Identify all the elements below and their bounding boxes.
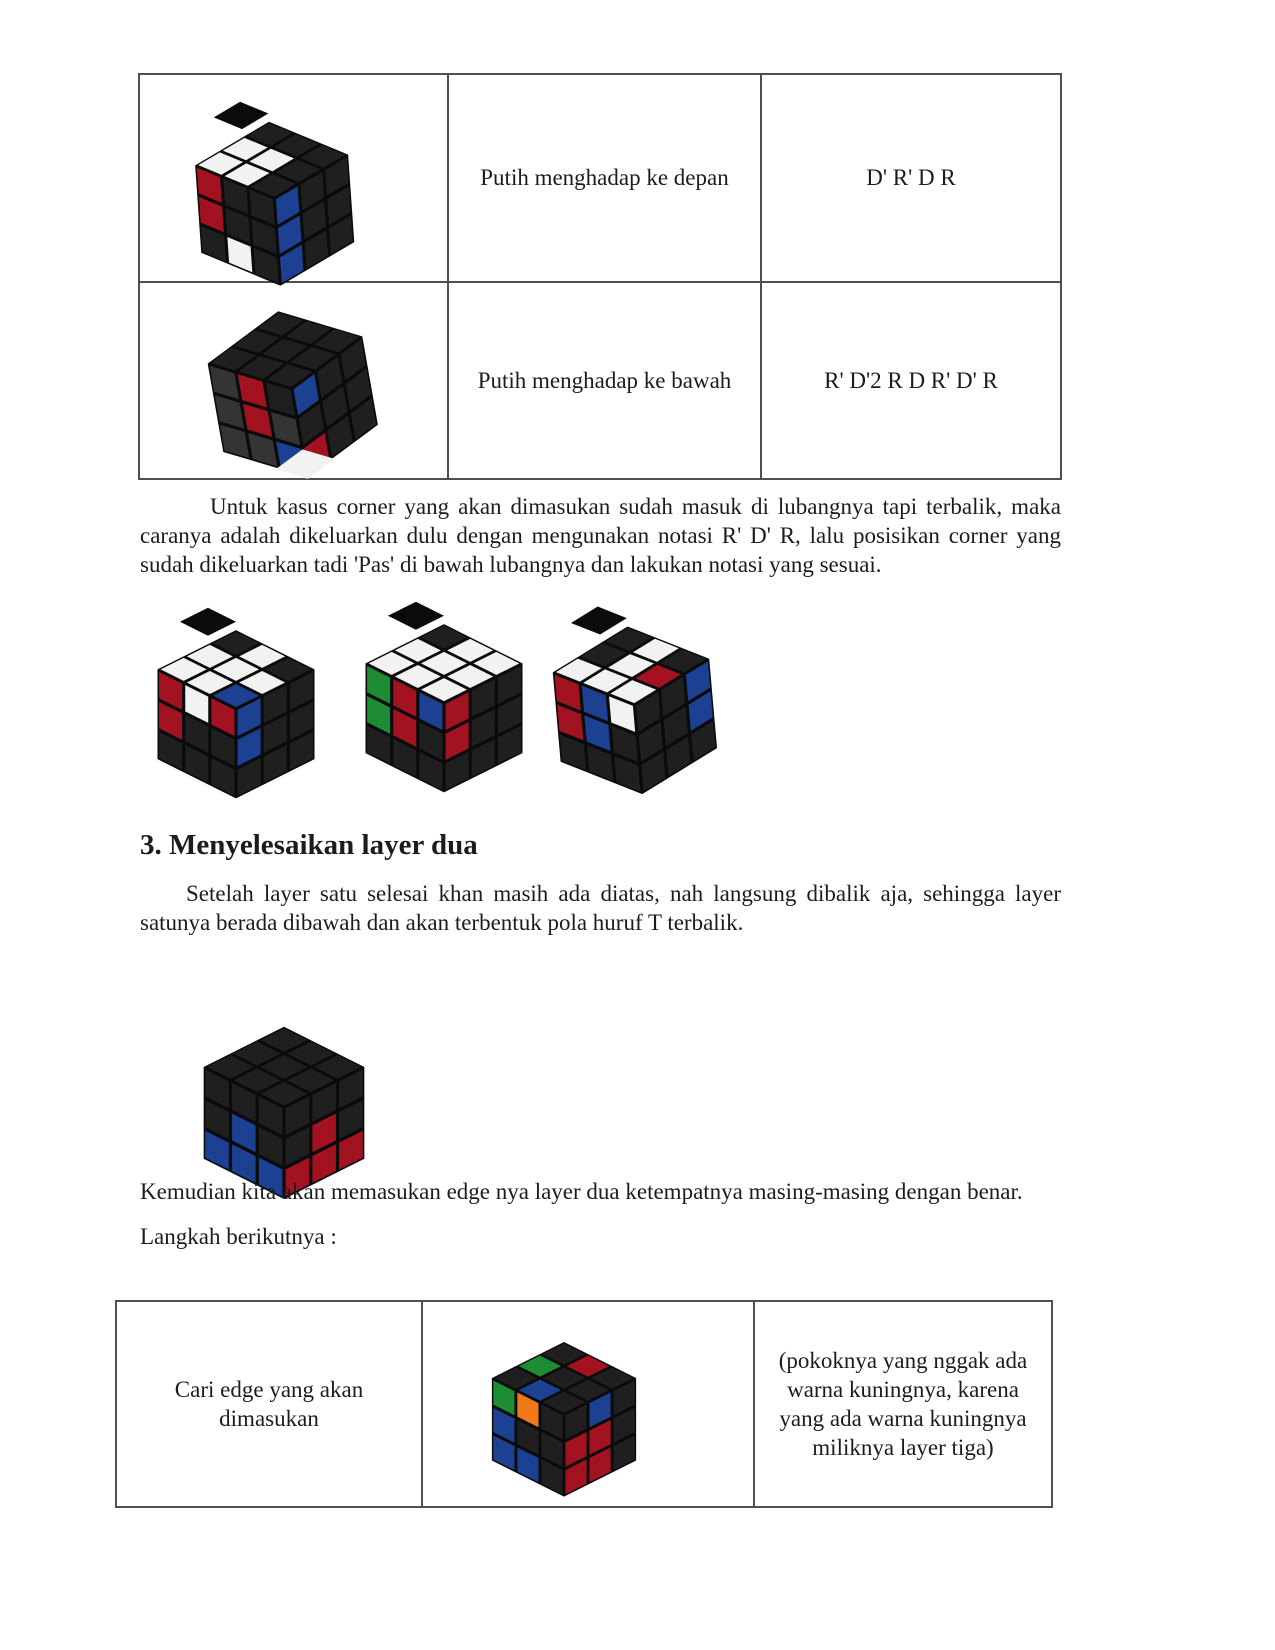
step-note-cell: (pokoknya yang nggak ada warna kuningnya, karena yang ada warna kuningnya miliknya layer tiga) [754,1301,1052,1507]
rubiks-cube-drawing [196,1000,372,1205]
rubiks-cube-white-down-figure [205,284,377,484]
rubiks-cube-drawing [358,598,530,798]
paragraph-corner-case: Untuk kasus corner yang akan dimasukan sudah masuk di lubangnya tapi terbalik, maka caranya adalah dikeluarkan dulu dengan mengunakan notasi R' D' R, lalu posisikan corner yang sudah dikeluarkan tadi 'Pas' di bawah lubangnya dan lakukan notasi yang sesuai. [140,494,1061,577]
section-heading: 3. Menyelesaikan layer dua [140,829,478,861]
example-cube-1-figure [150,604,322,804]
paragraph-layer-two: Setelah layer satu selesai khan masih ada diatas, nah langsung dibalik aja, sehingga layer satunya berada dibawah dan akan terbentuk pola huruf T terbalik. [140,881,1061,935]
paragraph-next-step: Langkah berikutnya : [140,1224,337,1249]
step-description-cell: Cari edge yang akan dimasukan [116,1301,422,1507]
rubiks-cube-drawing [189,271,393,498]
edge-search-cube-figure [485,1318,643,1502]
rubiks-cube-drawing [485,1318,643,1502]
rubiks-cube-drawing [540,593,729,807]
rubiks-cube-drawing [183,90,364,297]
case-description-cell: Putih menghadap ke depan [448,74,761,282]
inverted-t-cube-figure [196,1000,372,1205]
example-cube-3-figure [548,600,720,800]
rubiks-cube-white-front-figure [190,96,358,291]
case-description-cell: Putih menghadap ke bawah [448,282,761,479]
algorithm-cell: R' D'2 R D R' D' R [761,282,1061,479]
algorithm-cell: D' R' D R [761,74,1061,282]
paragraph-insert-edges: Kemudian kita akan memasukan edge nya layer dua ketempatnya masing-masing dengan benar. [140,1179,1023,1204]
rubiks-cube-drawing [150,604,322,804]
example-cube-2-figure [358,598,530,798]
